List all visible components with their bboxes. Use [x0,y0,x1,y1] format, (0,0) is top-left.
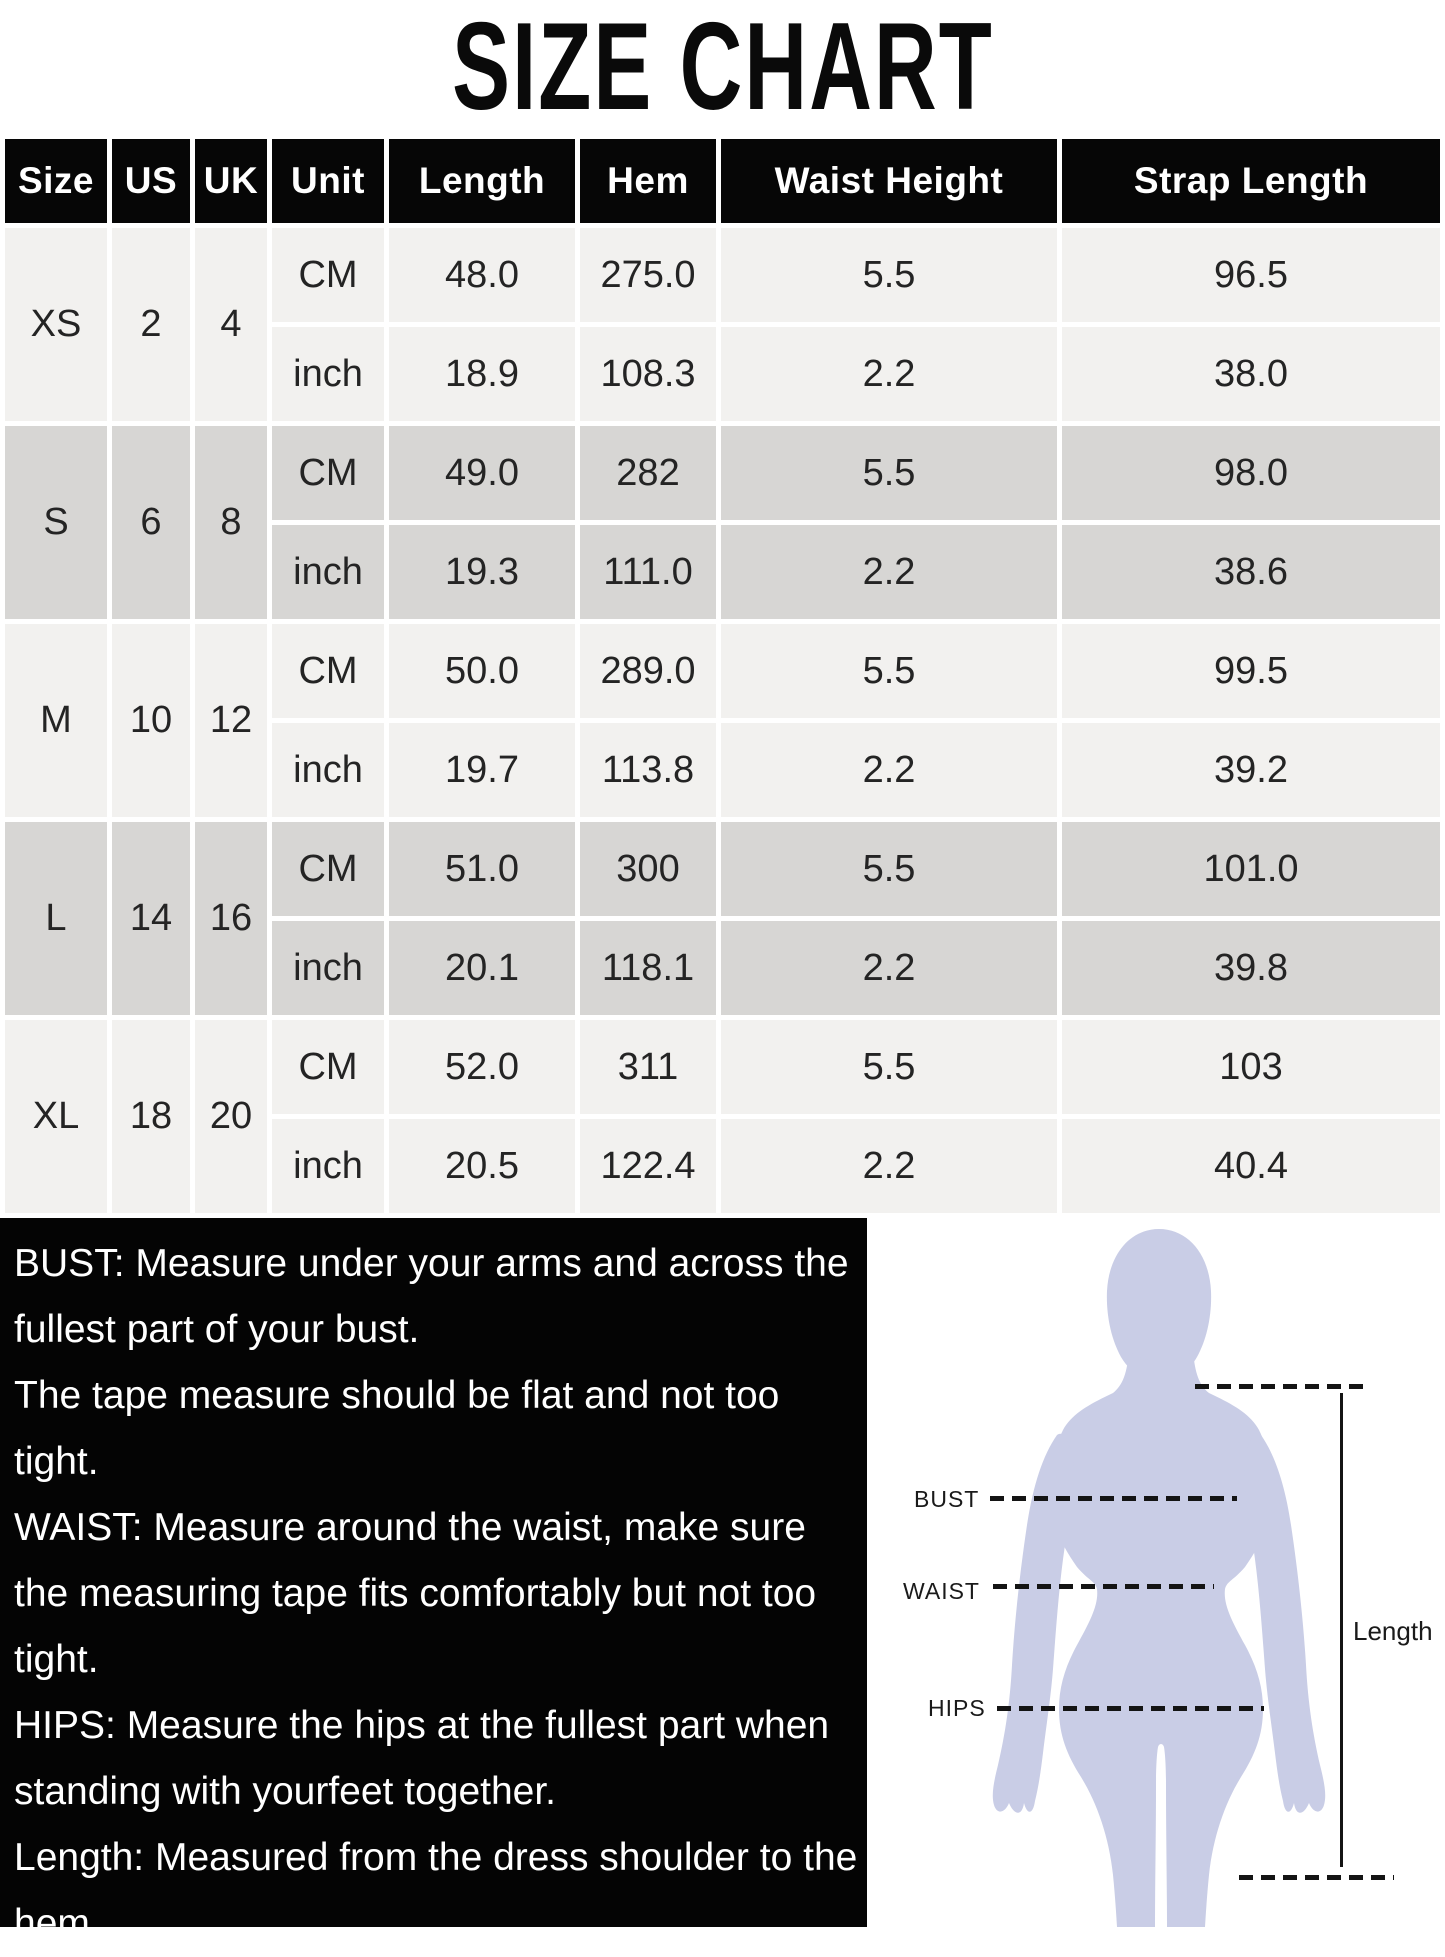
cell-strap-length: 39.8 [1062,921,1440,1015]
length-label: Length [1353,1616,1433,1646]
col-header-uk: UK [195,139,267,223]
waist-label: WAIST [903,1578,980,1604]
cell-strap-length: 38.6 [1062,525,1440,619]
page-title [0,0,1445,134]
cell-unit: CM [272,426,384,520]
cell-length: 52.0 [389,1020,575,1114]
cell-size: XL [5,1020,107,1213]
table-row-s-cm [5,426,1440,520]
measurement-diagram [867,1218,1445,1927]
silhouette-left-arm [993,1434,1074,1813]
cell-uk: 12 [195,624,267,817]
cell-waist-height: 2.2 [721,525,1057,619]
instruction-hips: HIPS: Measure the hips at the fullest part when standing with yourfeet together. [14,1704,830,1813]
table-row-xs-cm [5,228,1440,322]
cell-length: 18.9 [389,327,575,421]
cell-unit: CM [272,624,384,718]
cell-us: 10 [112,624,190,817]
cell-waist-height: 2.2 [721,921,1057,1015]
cell-uk: 8 [195,426,267,619]
cell-unit: inch [272,1119,384,1213]
bust-label: BUST [914,1486,980,1512]
cell-size: M [5,624,107,817]
cell-hem: 311 [580,1020,716,1114]
table-row-m-cm [5,624,1440,718]
cell-waist-height: 5.5 [721,624,1057,718]
cell-strap-length: 96.5 [1062,228,1440,322]
instruction-tape: The tape measure should be flat and not too tight. [14,1374,780,1483]
page-title-text: SIZE CHART [451,0,994,136]
size-table [0,134,1445,1218]
cell-waist-height: 2.2 [721,1119,1057,1213]
cell-uk: 16 [195,822,267,1015]
table-header-row [5,139,1440,223]
cell-us: 6 [112,426,190,619]
bottom-section [0,1218,1445,1945]
cell-unit: inch [272,525,384,619]
col-header-unit: Unit [272,139,384,223]
length-measure-line [1340,1393,1343,1867]
cell-strap-length: 103 [1062,1020,1440,1114]
cell-us: 18 [112,1020,190,1213]
cell-hem: 118.1 [580,921,716,1015]
cell-us: 14 [112,822,190,1015]
col-header-waist-height: Waist Height [721,139,1057,223]
cell-waist-height: 2.2 [721,327,1057,421]
col-header-length: Length [389,139,575,223]
cell-strap-length: 101.0 [1062,822,1440,916]
col-header-hem: Hem [580,139,716,223]
shoulder-dash-line [1195,1384,1365,1389]
instruction-waist: WAIST: Measure around the waist, make sure the measuring tape fits comfortably but not too tight. [14,1506,817,1681]
cell-hem: 289.0 [580,624,716,718]
table-row-l-cm [5,822,1440,916]
cell-length: 48.0 [389,228,575,322]
cell-hem: 111.0 [580,525,716,619]
cell-strap-length: 38.0 [1062,327,1440,421]
body-silhouette-figure [867,1225,1444,1927]
cell-length: 19.7 [389,723,575,817]
cell-length: 49.0 [389,426,575,520]
cell-hem: 282 [580,426,716,520]
cell-length: 19.3 [389,525,575,619]
cell-unit: inch [272,327,384,421]
cell-unit: CM [272,228,384,322]
instruction-bust: BUST: Measure under your arms and across the fullest part of your bust. [14,1242,849,1351]
cell-us: 2 [112,228,190,421]
instruction-length: Length: Measured from the dress shoulder to the hem. [14,1836,858,1945]
cell-unit: CM [272,1020,384,1114]
cell-length: 20.1 [389,921,575,1015]
cell-waist-height: 5.5 [721,822,1057,916]
cell-unit: inch [272,723,384,817]
cell-hem: 113.8 [580,723,716,817]
cell-hem: 108.3 [580,327,716,421]
hem-dash-line [1239,1875,1394,1880]
cell-waist-height: 5.5 [721,1020,1057,1114]
measurement-instructions [0,1218,867,1945]
bust-dash-line [990,1496,1237,1501]
cell-waist-height: 5.5 [721,228,1057,322]
silhouette-head [1107,1229,1211,1381]
cell-waist-height: 2.2 [721,723,1057,817]
cell-unit: inch [272,921,384,1015]
silhouette-torso [1051,1351,1271,1927]
cell-strap-length: 99.5 [1062,624,1440,718]
col-header-us: US [112,139,190,223]
cell-strap-length: 40.4 [1062,1119,1440,1213]
hips-label: HIPS [928,1695,986,1721]
cell-size: XS [5,228,107,421]
col-header-strap-length: Strap Length [1062,139,1440,223]
table-row-xl-cm [5,1020,1440,1114]
cell-size: S [5,426,107,619]
cell-uk: 4 [195,228,267,421]
cell-waist-height: 5.5 [721,426,1057,520]
cell-hem: 275.0 [580,228,716,322]
waist-dash-line [993,1584,1214,1589]
cell-uk: 20 [195,1020,267,1213]
cell-hem: 300 [580,822,716,916]
cell-length: 51.0 [389,822,575,916]
cell-hem: 122.4 [580,1119,716,1213]
cell-length: 50.0 [389,624,575,718]
silhouette-right-arm [1245,1434,1326,1813]
cell-strap-length: 39.2 [1062,723,1440,817]
cell-size: L [5,822,107,1015]
col-header-size: Size [5,139,107,223]
cell-unit: CM [272,822,384,916]
cell-strap-length: 98.0 [1062,426,1440,520]
hips-dash-line [997,1706,1264,1711]
cell-length: 20.5 [389,1119,575,1213]
